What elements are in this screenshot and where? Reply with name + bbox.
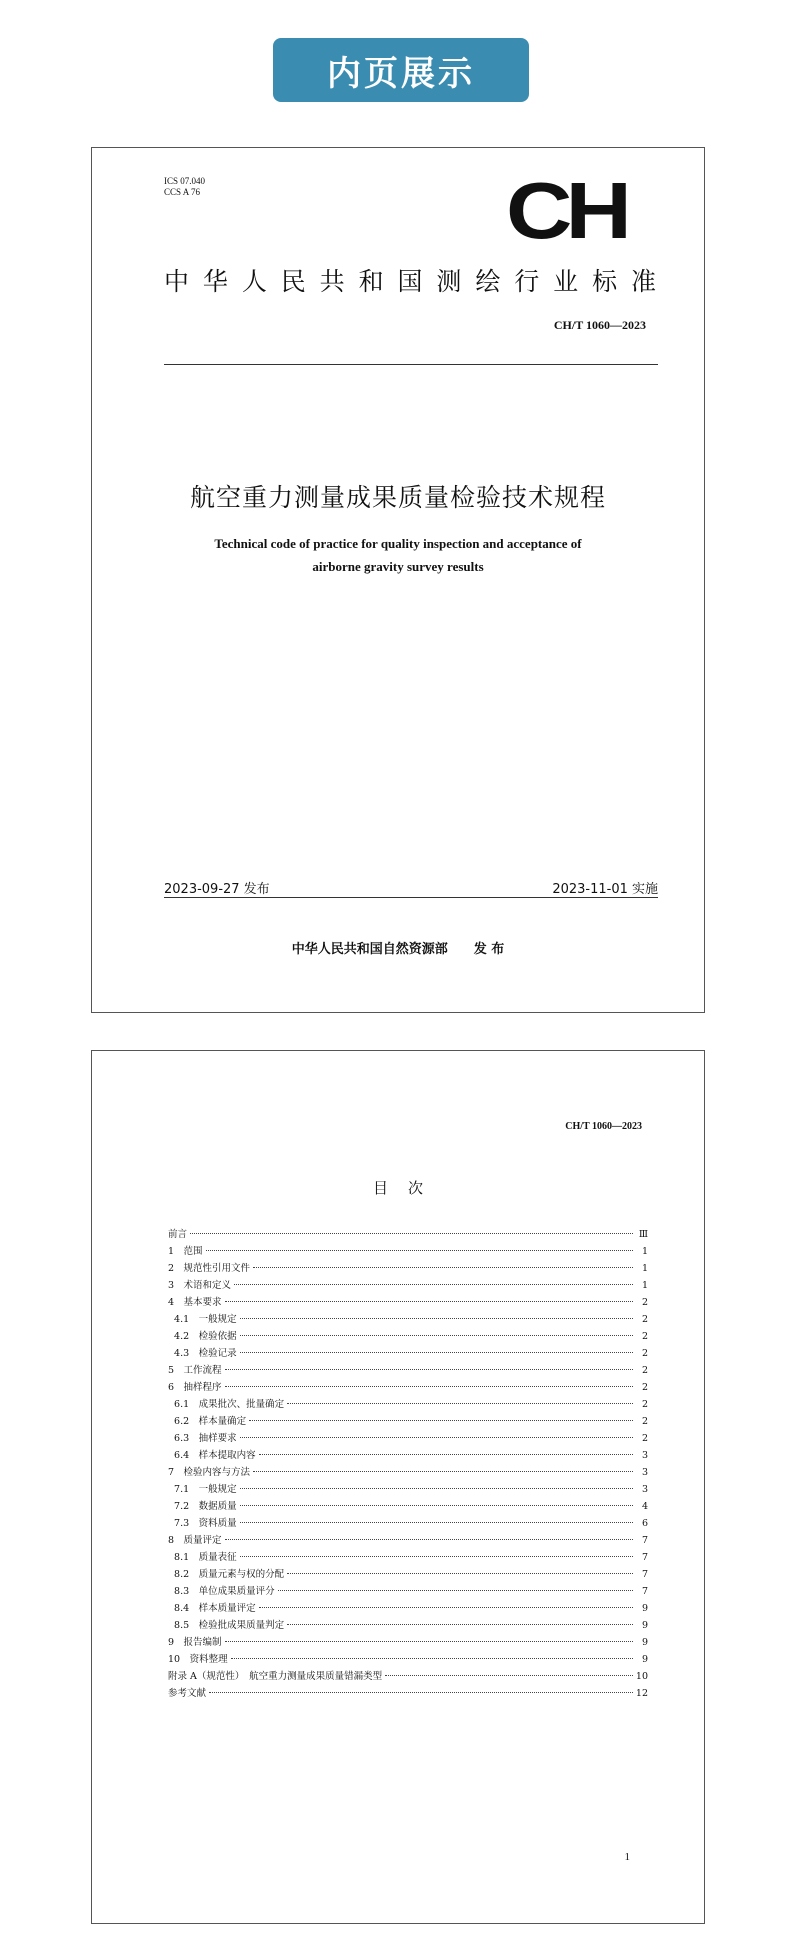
toc-entry-label: 5 工作流程 — [168, 1365, 222, 1376]
toc-entry-page: Ⅲ — [638, 1229, 648, 1240]
toc-dot-leader — [240, 1556, 633, 1557]
toc-entry-page: 7 — [641, 1586, 648, 1597]
publisher: 中华人民共和国自然资源部 发 布 — [291, 942, 505, 957]
toc-entry-page: 1 — [641, 1263, 648, 1274]
toc-entry[interactable] — [168, 1464, 648, 1481]
toc-entry-label: 4.2 检验依据 — [168, 1331, 237, 1342]
toc-entry[interactable] — [168, 1481, 648, 1498]
toc-entry-label: 1 范围 — [168, 1246, 203, 1257]
toc-dot-leader — [287, 1403, 633, 1404]
ics-code: ICS 07.040 — [164, 176, 206, 186]
title-english-line-1: Technical code of practice for quality inspection and acceptance of — [214, 536, 582, 551]
toc-dot-leader — [225, 1369, 633, 1370]
toc-entry-page: 4 — [641, 1501, 648, 1512]
cover-page — [91, 147, 705, 1013]
toc-entry[interactable] — [168, 1634, 648, 1651]
toc-dot-leader — [206, 1250, 633, 1251]
toc-entry[interactable] — [168, 1498, 648, 1515]
toc-entry-page: 2 — [641, 1433, 648, 1444]
toc-entry-label: 10 资料整理 — [168, 1654, 228, 1665]
title-chinese: 航空重力测量成果质量检验技术规程 — [189, 483, 606, 512]
toc-entry[interactable] — [168, 1243, 648, 1260]
toc-entry-label: 8.4 样本质量评定 — [168, 1603, 256, 1614]
toc-dot-leader — [287, 1573, 633, 1574]
toc-dot-leader — [259, 1607, 633, 1608]
toc-entry-label: 3 术语和定义 — [168, 1280, 232, 1291]
toc-page — [91, 1050, 705, 1924]
toc-dot-leader — [278, 1590, 633, 1591]
toc-entry-label: 前言 — [168, 1229, 188, 1240]
issue-date: 2023-09-27 发布 — [164, 882, 270, 897]
title-english — [92, 532, 704, 578]
toc-entry-page: 12 — [635, 1688, 648, 1699]
toc-entry-label: 2 规范性引用文件 — [168, 1263, 251, 1274]
page-number: 1 — [624, 1851, 630, 1863]
ccs-code: CCS A 76 — [164, 187, 201, 197]
toc-entry-label: 6 抽样程序 — [168, 1382, 222, 1393]
toc-heading: 目次 — [372, 1179, 443, 1197]
toc-entry-page: 1 — [641, 1246, 648, 1257]
toc-entry-page: 3 — [641, 1467, 648, 1478]
toc-entry[interactable] — [168, 1328, 648, 1345]
ch-logo: CH — [506, 166, 626, 255]
toc-entry-label: 6.2 样本量确定 — [168, 1416, 247, 1427]
toc-entry-page: 6 — [641, 1518, 648, 1529]
toc-entry-label: 6.3 抽样要求 — [168, 1433, 237, 1444]
toc-dot-leader — [385, 1675, 633, 1676]
toc-entry[interactable] — [168, 1277, 648, 1294]
toc-entry[interactable] — [168, 1685, 648, 1702]
toc-entry-page: 2 — [641, 1348, 648, 1359]
toc-dot-leader — [190, 1233, 633, 1234]
toc-entry[interactable] — [168, 1345, 648, 1362]
toc-entry[interactable] — [168, 1311, 648, 1328]
toc-entry[interactable] — [168, 1600, 648, 1617]
toc-dot-leader — [225, 1539, 633, 1540]
toc-dot-leader — [225, 1641, 633, 1642]
toc-entry-label: 8.2 质量元素与权的分配 — [168, 1569, 285, 1580]
toc-entry[interactable] — [168, 1413, 648, 1430]
toc-entry-page: 2 — [641, 1382, 648, 1393]
title-english-line-2: airborne gravity survey results — [312, 559, 484, 574]
toc-entry-page: 2 — [641, 1297, 648, 1308]
toc-entry[interactable] — [168, 1566, 648, 1583]
toc-entry-label: 8.3 单位成果质量评分 — [168, 1586, 275, 1597]
toc-entry[interactable] — [168, 1515, 648, 1532]
toc-dot-leader — [259, 1454, 633, 1455]
toc-dot-leader — [240, 1352, 633, 1353]
toc-entry[interactable] — [168, 1583, 648, 1600]
toc-dot-leader — [240, 1505, 633, 1506]
toc-entry-page: 3 — [641, 1484, 648, 1495]
toc-entry-page: 9 — [641, 1654, 648, 1665]
toc-dot-leader — [253, 1267, 633, 1268]
toc-entry[interactable] — [168, 1260, 648, 1277]
toc-entry[interactable] — [168, 1617, 648, 1634]
toc-dot-leader — [240, 1335, 633, 1336]
toc-dot-leader — [240, 1318, 633, 1319]
toc-entry-page: 1 — [641, 1280, 648, 1291]
toc-entry-page: 7 — [641, 1552, 648, 1563]
toc-dot-leader — [225, 1386, 633, 1387]
toc-standard-code: CH/T 1060—2023 — [565, 1121, 642, 1132]
toc-entry-label: 7 检验内容与方法 — [168, 1467, 251, 1478]
toc-entry[interactable] — [168, 1651, 648, 1668]
top-divider — [164, 364, 658, 365]
toc-entry-page: 7 — [641, 1569, 648, 1580]
toc-entry-label: 6.1 成果批次、批量确定 — [168, 1399, 285, 1410]
toc-dot-leader — [253, 1471, 633, 1472]
toc-entry-page: 3 — [641, 1450, 648, 1461]
classification-codes — [164, 176, 205, 198]
toc-entry[interactable] — [168, 1294, 648, 1311]
toc-entry-label: 参考文献 — [168, 1688, 207, 1699]
toc-dot-leader — [231, 1658, 633, 1659]
toc-entry-page: 2 — [641, 1331, 648, 1342]
toc-entry-label: 4.1 一般规定 — [168, 1314, 237, 1325]
toc-entry-label: 7.2 数据质量 — [168, 1501, 237, 1512]
toc-entry-label: 4 基本要求 — [168, 1297, 222, 1308]
toc-entry-page: 2 — [641, 1365, 648, 1376]
toc-entry[interactable] — [168, 1668, 648, 1685]
toc-entry-page: 2 — [641, 1399, 648, 1410]
toc-dot-leader — [249, 1420, 633, 1421]
toc-entry-page: 10 — [635, 1671, 648, 1682]
standard-code: CH/T 1060—2023 — [553, 318, 646, 332]
toc-dot-leader — [240, 1437, 633, 1438]
toc-entry[interactable] — [168, 1396, 648, 1413]
toc-dot-leader — [240, 1488, 633, 1489]
toc-entry[interactable] — [168, 1447, 648, 1464]
toc-entry-label: 7.3 资料质量 — [168, 1518, 237, 1529]
toc-entry-page: 9 — [641, 1637, 648, 1648]
implement-date: 2023-11-01 实施 — [552, 882, 658, 897]
toc-entry-page: 9 — [641, 1620, 648, 1631]
toc-entry-label: 8.5 检验批成果质量判定 — [168, 1620, 285, 1631]
toc-dot-leader — [234, 1284, 633, 1285]
toc-entry-label: 8 质量评定 — [168, 1535, 222, 1546]
toc-list — [168, 1226, 648, 1702]
toc-entry-label: 8.1 质量表征 — [168, 1552, 237, 1563]
toc-dot-leader — [287, 1624, 633, 1625]
toc-dot-leader — [225, 1301, 633, 1302]
toc-entry-page: 7 — [641, 1535, 648, 1546]
toc-entry[interactable] — [168, 1379, 648, 1396]
toc-entry-label: 7.1 一般规定 — [168, 1484, 237, 1495]
toc-entry-label: 附录 A（规范性） 航空重力测量成果质量错漏类型 — [168, 1671, 383, 1682]
toc-dot-leader — [209, 1692, 633, 1693]
toc-entry-page: 2 — [641, 1314, 648, 1325]
toc-entry-label: 6.4 样本提取内容 — [168, 1450, 256, 1461]
toc-entry[interactable] — [168, 1430, 648, 1447]
toc-entry-page: 9 — [641, 1603, 648, 1614]
toc-entry-label: 9 报告编制 — [168, 1637, 222, 1648]
toc-entry[interactable] — [168, 1532, 648, 1549]
toc-entry-page: 2 — [641, 1416, 648, 1427]
toc-entry[interactable] — [168, 1549, 648, 1566]
standard-kind: 中华人民共和国测绘行业标准 — [164, 267, 658, 296]
toc-dot-leader — [240, 1522, 633, 1523]
toc-entry[interactable] — [168, 1226, 648, 1243]
section-banner: 内页展示 — [273, 38, 529, 102]
bottom-divider — [164, 897, 658, 898]
toc-entry[interactable] — [168, 1362, 648, 1379]
toc-entry-label: 4.3 检验记录 — [168, 1348, 237, 1359]
